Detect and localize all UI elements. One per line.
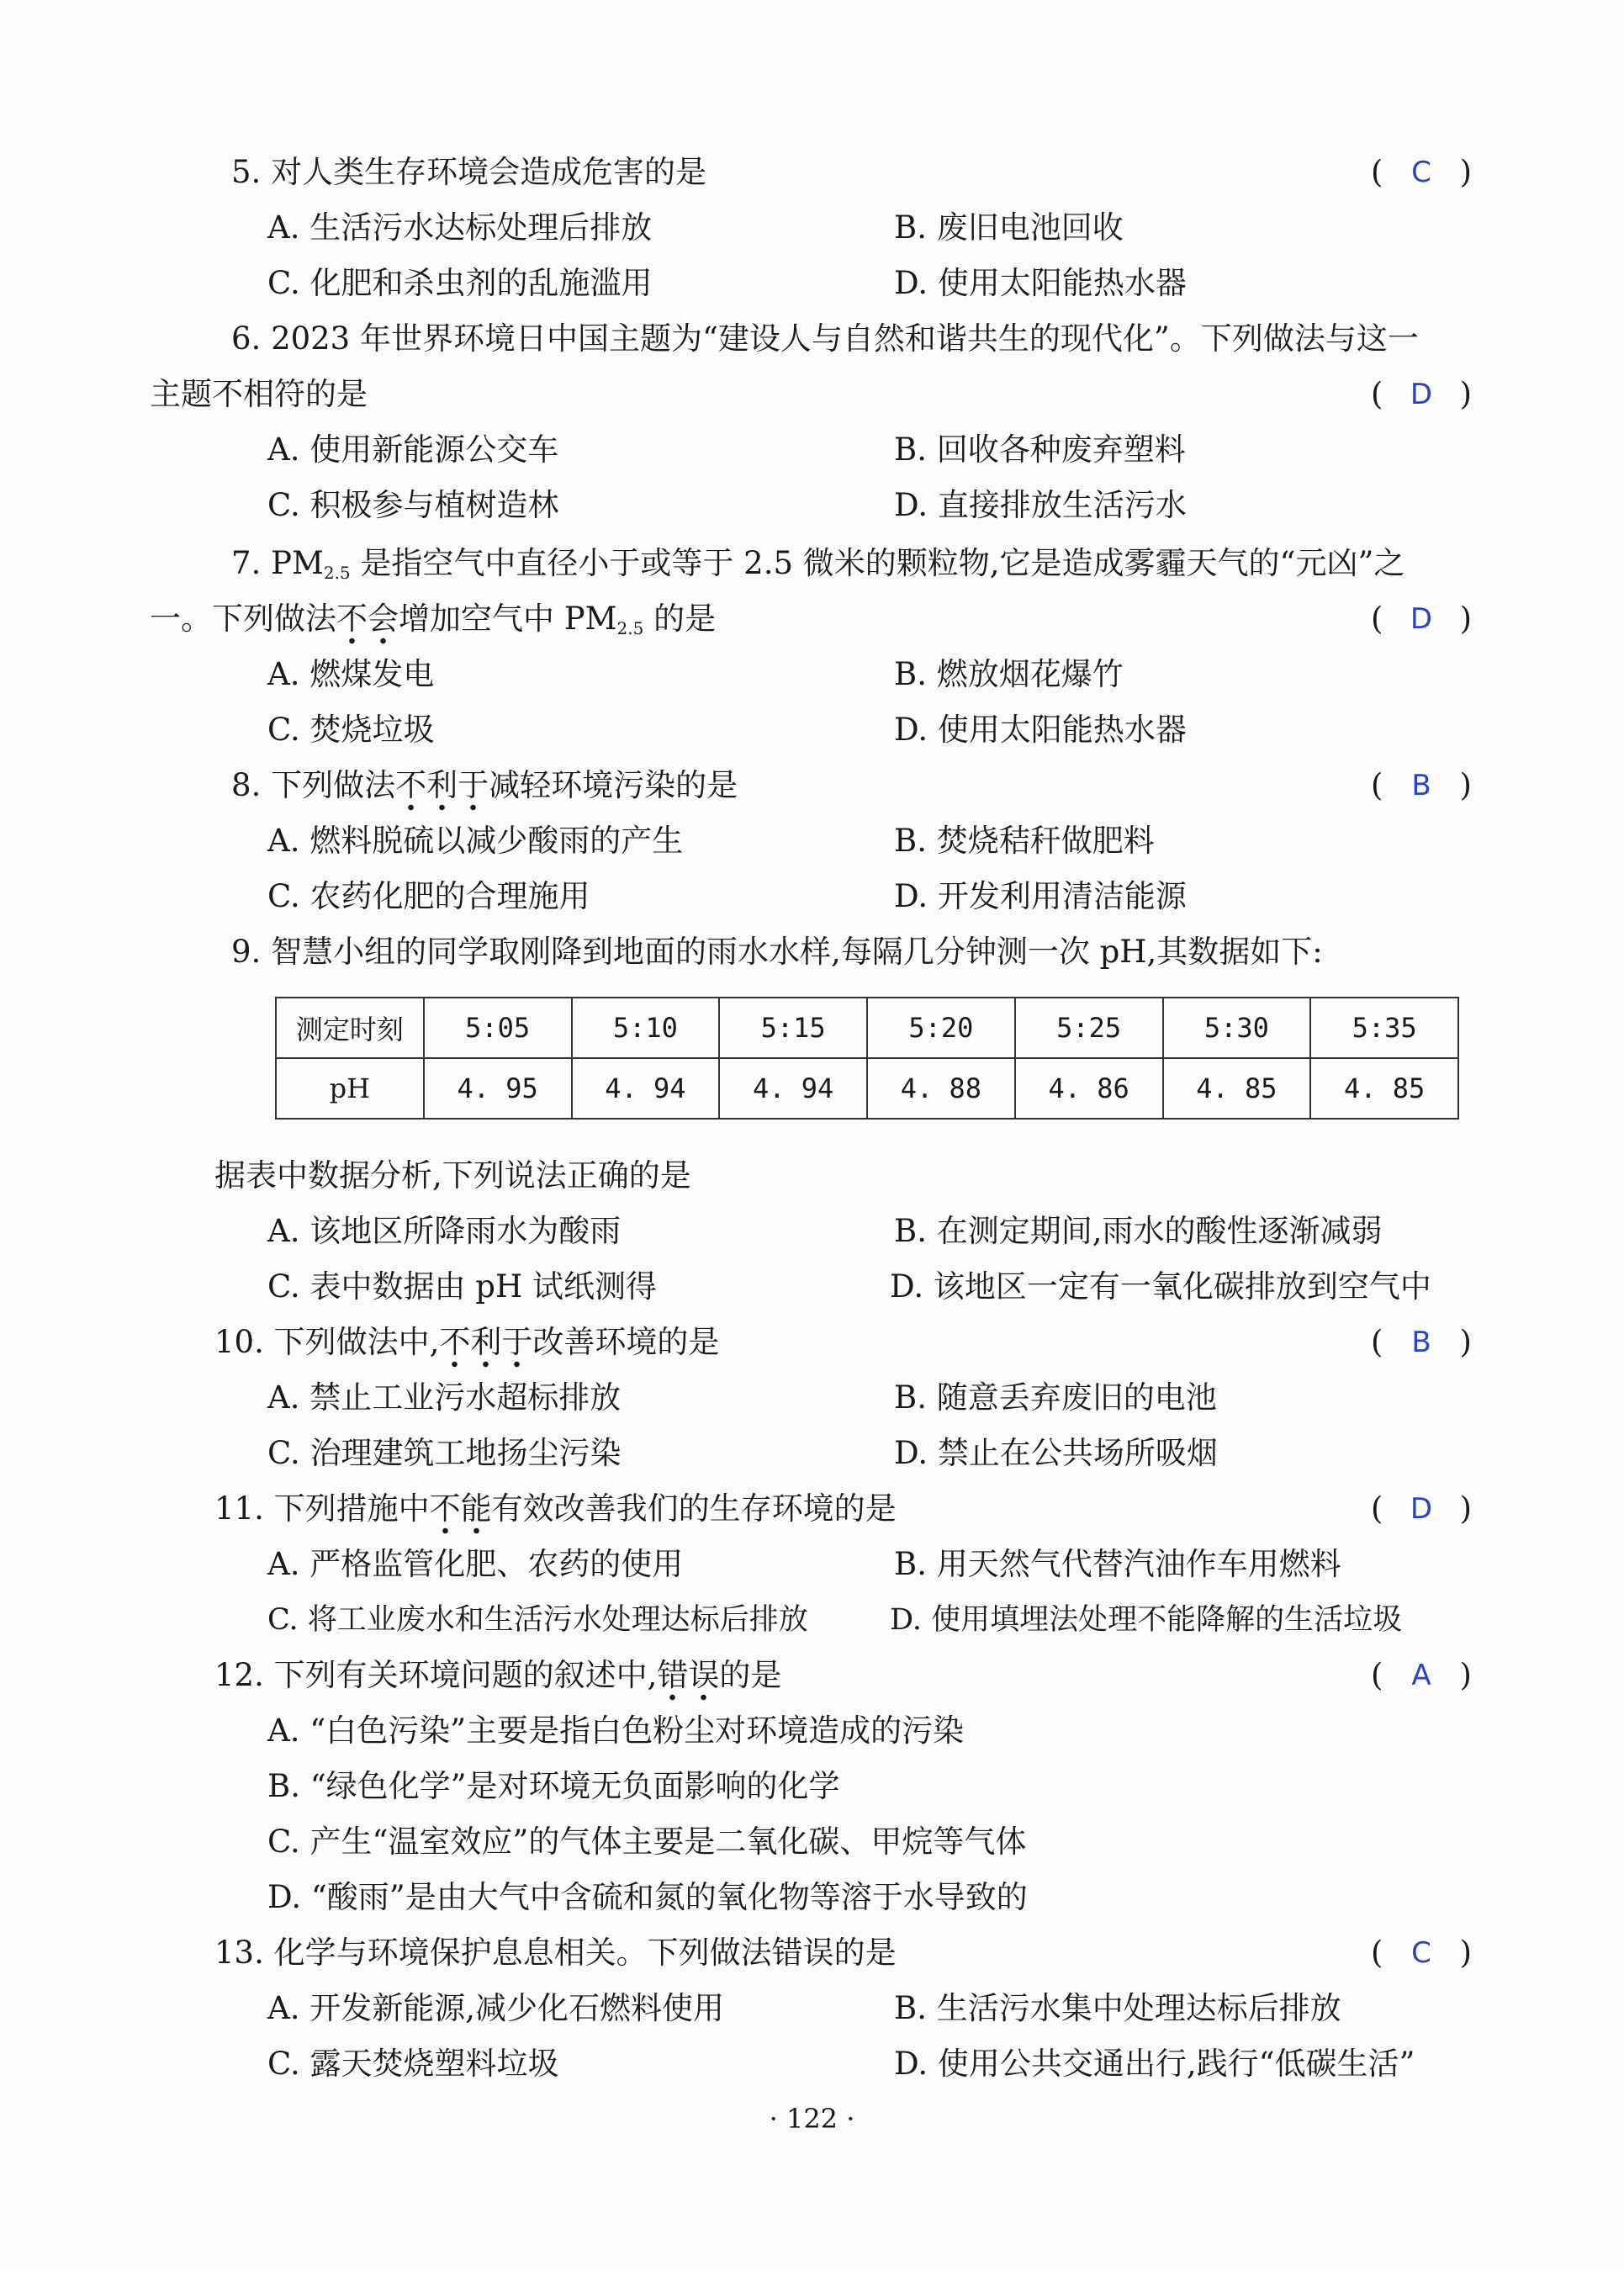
option-a: A. 开发新能源,减少化石燃料使用 <box>267 1990 725 2026</box>
option-a: A. 该地区所降雨水为酸雨 <box>267 1213 622 1249</box>
question-stem: 11. 下列措施中不能有效改善我们的生存环境的是 <box>214 1484 897 1534</box>
question-stem: 12. 下列有关环境问题的叙述中,错误的是 <box>214 1650 781 1701</box>
table-cell: 4. 88 <box>867 1058 1015 1119</box>
option-d: D. 使用公共交通出行,践行“低碳生活” <box>894 2046 1415 2082</box>
emphasis-text: 不利于 <box>395 767 489 812</box>
option-c: C. 产生“温室效应”的气体主要是二氧化碳、甲烷等气体 <box>267 1824 1027 1860</box>
option-d: D. 使用填埋法处理不能降解的生活垃圾 <box>890 1603 1403 1637</box>
answer-bracket: ( A ) <box>1371 1650 1472 1701</box>
option-d: D. 使用太阳能热水器 <box>894 712 1187 748</box>
option-c: C. 表中数据由 pH 试纸测得 <box>267 1268 657 1305</box>
options-row <box>0 816 1624 866</box>
option-b: B. 废旧电池回收 <box>894 209 1124 246</box>
table-cell: 4. 86 <box>1015 1058 1163 1119</box>
question-7-stem-line-2 <box>0 594 1624 644</box>
emphasis-text: 不会 <box>336 601 399 645</box>
answer-bracket: ( C ) <box>1371 147 1472 198</box>
question-9-stem-line <box>0 927 1624 977</box>
question-5-stem-line <box>0 147 1624 198</box>
option-d: D. 使用太阳能热水器 <box>894 265 1187 301</box>
answer-bracket: ( D ) <box>1371 594 1472 644</box>
option-c: C. 化肥和杀虫剂的乱施滥用 <box>267 265 653 301</box>
option-c: C. 农药化肥的合理施用 <box>267 878 590 914</box>
table-cell: 5:35 <box>1310 998 1458 1058</box>
answer-letter: D <box>1410 602 1433 636</box>
option-a: A. 严格监管化肥、农药的使用 <box>267 1546 684 1582</box>
question-8-stem-line <box>0 760 1624 811</box>
options-row <box>0 425 1624 475</box>
emphasis-text: 错误 <box>657 1657 719 1702</box>
option-b: B. “绿色化学”是对环境无负面影响的化学 <box>267 1768 840 1804</box>
table-cell: 5:25 <box>1015 998 1163 1058</box>
answer-letter: C <box>1411 1936 1431 1970</box>
option-a: A. 燃料脱硫以减少酸雨的产生 <box>267 823 684 859</box>
options-row <box>0 203 1624 253</box>
option-d: D. 直接排放生活污水 <box>894 487 1187 523</box>
question-9-follow-line <box>0 1151 1624 1201</box>
question-11-stem-line <box>0 1484 1624 1534</box>
question-12-stem-line <box>0 1650 1624 1701</box>
options-row <box>0 1262 1624 1312</box>
options-row <box>0 871 1624 922</box>
option-line <box>0 1872 1624 1923</box>
options-row <box>0 705 1624 755</box>
question-6-stem-line <box>0 314 1624 364</box>
answer-bracket: ( C ) <box>1371 1928 1472 1978</box>
question-stem: 主题不相符的是 <box>150 376 368 412</box>
options-row <box>0 1206 1624 1257</box>
emphasis-text: 不能 <box>430 1490 492 1535</box>
option-c: C. 焚烧垃圾 <box>267 712 435 748</box>
answer-bracket: ( D ) <box>1371 369 1472 420</box>
question-stem: 5. 对人类生存环境会造成危害的是 <box>231 154 707 190</box>
table-header-cell: pH <box>276 1058 424 1119</box>
option-b: B. 用天然气代替汽油作车用燃料 <box>894 1546 1341 1582</box>
table-row <box>276 1058 1458 1119</box>
options-row <box>0 258 1624 309</box>
table-cell: 5:15 <box>719 998 867 1058</box>
option-b: B. 生活污水集中处理达标后排放 <box>894 1990 1341 2026</box>
option-b: B. 燃放烟花爆竹 <box>894 656 1124 692</box>
answer-letter: D <box>1410 378 1433 411</box>
options-row <box>0 480 1624 531</box>
answer-letter: D <box>1410 1492 1433 1526</box>
table-cell: 5:30 <box>1163 998 1311 1058</box>
option-d: D. “酸雨”是由大气中含硫和氮的氧化物等溶于水导致的 <box>267 1879 1028 1915</box>
ph-data-table <box>275 997 1459 1120</box>
question-stem: 8. 下列做法不利于减轻环境污染的是 <box>231 760 738 811</box>
page-number: · 122 · <box>769 2103 855 2135</box>
option-line <box>0 1817 1624 1867</box>
option-d: D. 禁止在公共场所吸烟 <box>894 1435 1218 1471</box>
question-stem: 一。下列做法不会增加空气中 $PM_{2.5}$ 的是 <box>150 594 716 654</box>
table-cell: 4. 94 <box>572 1058 720 1119</box>
options-row <box>0 2039 1624 2089</box>
question-10-stem-line <box>0 1317 1624 1368</box>
table-row <box>276 998 1458 1058</box>
option-a: A. 禁止工业污水超标排放 <box>267 1379 622 1416</box>
question-stem: 据表中数据分析,下列说法正确的是 <box>214 1157 691 1194</box>
option-a: A. “白色污染”主要是指白色粉尘对环境造成的污染 <box>267 1713 965 1749</box>
answer-letter: B <box>1411 769 1431 802</box>
answer-bracket: ( D ) <box>1371 1484 1472 1534</box>
option-line <box>0 1761 1624 1812</box>
table-cell: 4. 85 <box>1163 1058 1311 1119</box>
answer-letter: A <box>1411 1659 1431 1692</box>
option-a: A. 使用新能源公交车 <box>267 431 559 468</box>
answer-bracket: ( B ) <box>1371 1317 1472 1368</box>
question-13-stem-line <box>0 1928 1624 1978</box>
options-row <box>0 1373 1624 1423</box>
question-stem: 10. 下列做法中,不利于改善环境的是 <box>214 1317 719 1368</box>
question-stem: 7. $PM_{2.5}$ 是指空气中直径小于或等于 2.5 微米的颗粒物,它是造成雾霾天气的“元凶”之 <box>231 545 1405 583</box>
option-c: C. 将工业废水和生活污水处理达标后排放 <box>267 1603 808 1637</box>
option-a: A. 燃煤发电 <box>267 656 435 692</box>
options-row <box>0 1983 1624 2034</box>
option-b: B. 回收各种废弃塑料 <box>894 431 1186 468</box>
option-c: C. 积极参与植树造林 <box>267 487 559 523</box>
options-row <box>0 1428 1624 1479</box>
option-d: D. 开发利用清洁能源 <box>894 878 1187 914</box>
answer-letter: B <box>1411 1326 1431 1359</box>
question-stem: 9. 智慧小组的同学取刚降到地面的雨水水样,每隔几分钟测一次 pH,其数据如下: <box>231 934 1323 970</box>
options-row <box>0 1539 1624 1590</box>
question-stem: 13. 化学与环境保护息息相关。下列做法错误的是 <box>214 1935 897 1971</box>
table-cell: 5:20 <box>867 998 1015 1058</box>
option-c: C. 露天焚烧塑料垃圾 <box>267 2046 559 2082</box>
option-line <box>0 1706 1624 1756</box>
table-cell: 4. 95 <box>424 1058 572 1119</box>
table-cell: 4. 85 <box>1310 1058 1458 1119</box>
table-cell: 5:10 <box>572 998 720 1058</box>
table-cell: 5:05 <box>424 998 572 1058</box>
option-d: D. 该地区一定有一氧化碳排放到空气中 <box>890 1268 1431 1305</box>
answer-bracket: ( B ) <box>1371 760 1472 811</box>
options-row <box>0 1595 1624 1645</box>
question-7-stem-line <box>0 538 1624 589</box>
options-row <box>0 649 1624 700</box>
emphasis-text: 不利于 <box>439 1324 532 1368</box>
option-b: B. 随意丢弃废旧的电池 <box>894 1379 1217 1416</box>
question-6-stem-line-2 <box>0 369 1624 420</box>
option-a: A. 生活污水达标处理后排放 <box>267 209 653 246</box>
option-b: B. 在测定期间,雨水的酸性逐渐减弱 <box>894 1213 1383 1249</box>
question-stem: 6. 2023 年世界环境日中国主题为“建设人与自然和谐共生的现代化”。下列做法与这一 <box>231 320 1419 357</box>
answer-letter: C <box>1411 156 1431 189</box>
table-header-cell: 测定时刻 <box>276 998 424 1058</box>
option-c: C. 治理建筑工地扬尘污染 <box>267 1435 622 1471</box>
table-cell: 4. 94 <box>719 1058 867 1119</box>
option-b: B. 焚烧秸秆做肥料 <box>894 823 1155 859</box>
